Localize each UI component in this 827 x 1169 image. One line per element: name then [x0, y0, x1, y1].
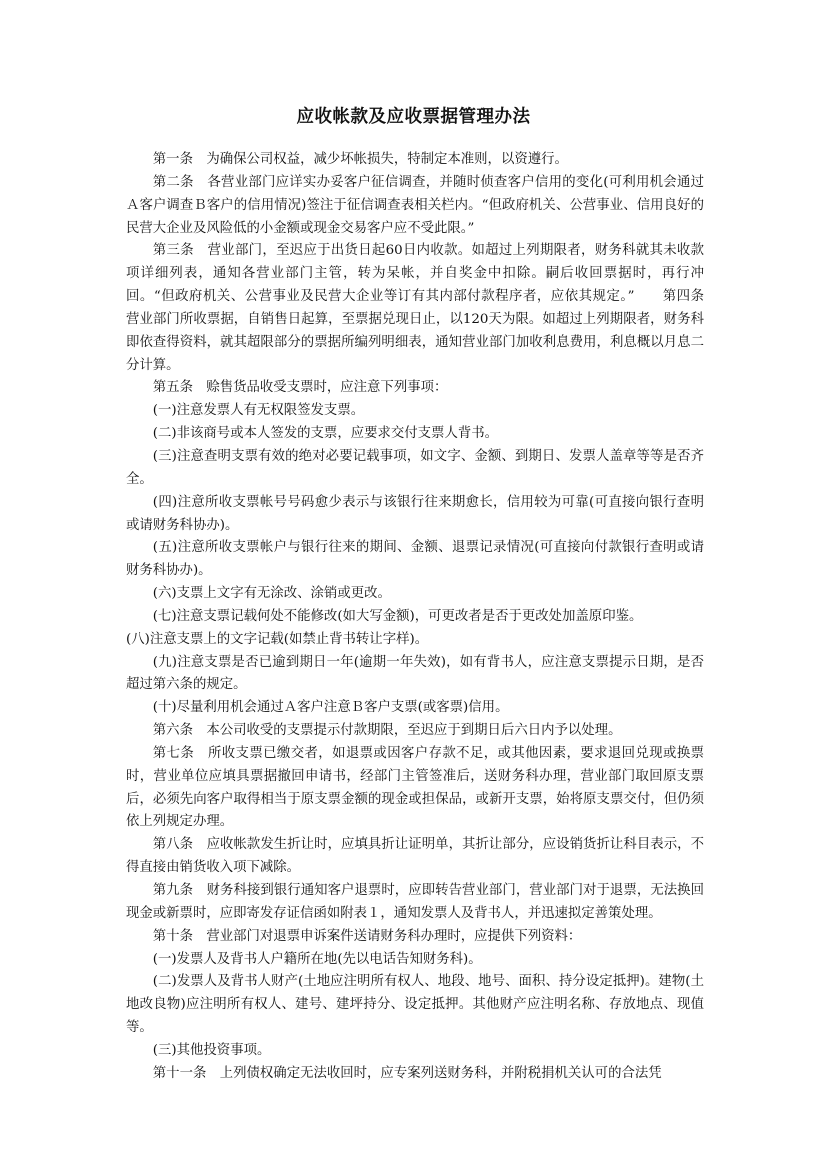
list-item-5-8: (八)注意支票上的文字记载(如禁止背书转让字样)。: [126, 631, 429, 647]
list-item-5-4: (四)注意所收支票帐号号码愈少表示与该银行往来期愈长，信用较为可靠(可直接向银行查明或请财务科协办)。: [126, 494, 704, 533]
list-item-5-9: (九)注意支票是否已逾到期日一年(逾期一年失效)，如有背书人，应注意支票提示日期，是否超过第六条的规定。: [126, 654, 704, 693]
paragraph-article-5: 第五条 赊售货品收受支票时，应注意下列事项：: [152, 380, 448, 396]
page-title: 应收帐款及应收票据管理办法: [296, 107, 531, 127]
list-item-5-5: (五)注意所收支票帐户与银行往来的期间、金额、退票记录情况(可直接向付款银行查明或请财务科协办)。: [126, 540, 704, 579]
list-item-5-2: (二)非该商号或本人签发的支票，应要求交付支票人背书。: [152, 426, 499, 442]
list-item-5-7: (七)注意支票记载何处不能修改(如大写金额)，可更改者是否于更改处加盖原印鉴。: [152, 608, 643, 624]
list-item-5-10: (十)尽量利用机会通过Ａ客户注意Ｂ客户支票(或客票)信用。: [152, 700, 509, 716]
paragraph-article-8: 第八条 应收帐款发生折让时，应填具折让证明单，其折让部分，应设销货折让科目表示，不得直接由销货收入项下减除。: [126, 837, 704, 876]
list-item-5-6: (六)支票上文字有无涂改、涂销或更改。: [152, 586, 391, 602]
list-item-5-1: (一)注意发票人有无权限签发支票。: [152, 403, 365, 419]
paragraph-article-2: 第二条 各营业部门应详实办妥客户征信调查，并随时侦查客户信用的变化(可利用机会通过Ａ客户调查Ｂ客户的信用情况)签注于征信调查表相关栏内。“但政府机关、公营事业、信用良好的民营大企业及风险低的小金额或现金交易客户应不受此限。”: [126, 174, 704, 236]
paragraph-article-10: 第十条 营业部门对退票申诉案件送请财务科办理时，应提供下列资料：: [152, 928, 582, 944]
list-item-10-2: (二)发票人及背书人财产(土地应注明所有权人、地段、地号、面积、持分设定抵押)。建物(土地改良物)应注明所有权人、建号、建坪持分、设定抵押。其他财产应注明名称、存放地点、现值等。: [126, 974, 704, 1036]
paragraph-article-6: 第六条 本公司收受的支票提示付款期限，至迟应于到期日后六日内予以处理。: [152, 723, 622, 739]
list-item-5-3: (三)注意查明支票有效的绝对必要记载事项，如文字、金额、到期日、发票人盖章等等是否齐全。: [126, 448, 704, 487]
paragraph-article-1: 第一条 为确保公司权益，减少坏帐损失，特制定本准则，以资遵行。: [152, 152, 568, 167]
paragraph-article-9: 第九条 财务科接到银行通知客户退票时，应即转告营业部门，营业部门对于退票，无法换回现金或新票时，应即寄发存证信函如附表１，通知发票人及背书人，并迅速拟定善策处理。: [126, 883, 704, 921]
paragraph-article-3-4: 第三条 营业部门，至迟应于出货日起60日内收款。如超过上列期限者，财务科就其未收款项详细列表，通知各营业部门主管，转为呆帐，并自奖金中扣除。嗣后收回票据时，再行冲回。“但政府机关、公营事业及民营大企业等订有其内部付款程序者，应依其规定。” 第四条 营业部门所收票据，自销售日起算，至票据兑现日止，以120天为限。如超过上列期限者，财务科即依查得资料，就其超限部分的票据所编列明细表，通知营业部门加收利息费用，利息概以月息二分计算。: [126, 243, 718, 373]
list-item-10-3: (三)其他投资事项。: [152, 1042, 271, 1058]
list-item-10-1: (一)发票人及背书人户籍所在地(先以电话告知财务科)。: [152, 951, 482, 967]
document-body: [126, 149, 718, 1086]
paragraph-article-11: 第十一条 上列债权确定无法收回时，应专案列送财务科，并附税捐机关认可的合法凭: [152, 1065, 662, 1081]
paragraph-article-7: 第七条 所收支票已缴交者，如退票或因客户存款不足，或其他因素，要求退回兑现或换票时，营业单位应填具票据撤回申请书，经部门主管签准后，送财务科办理，营业部门取回原支票后，必须先向客户取得相当于原支票金额的现金或担保品，或新开支票，始将原支票交付，但仍须依上列规定办理。: [126, 745, 704, 830]
